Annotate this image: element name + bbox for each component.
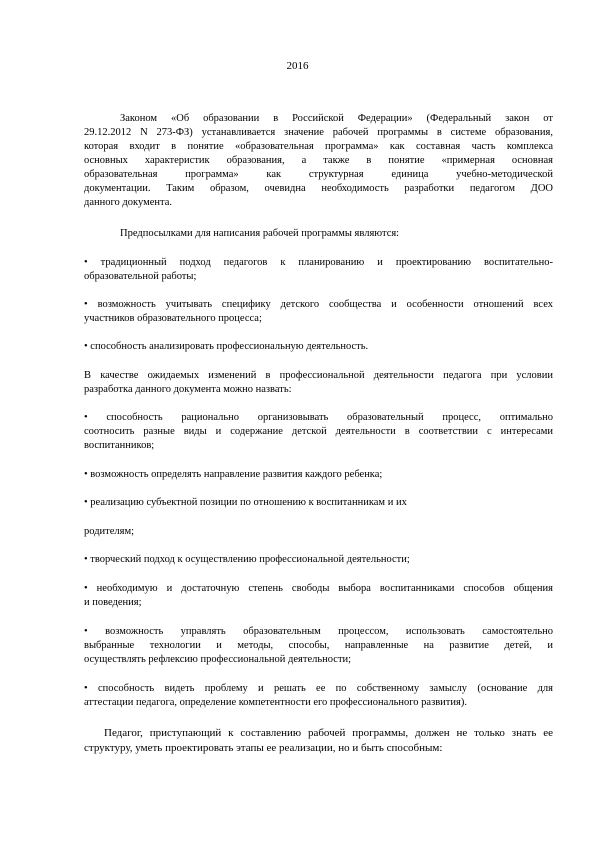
bullet-line: • способность рационально организовывать образовательный процесс, оптимально (84, 412, 553, 423)
paragraph-line: основных характеристик образования, а также в понятие «примерная основная (84, 155, 553, 166)
paragraph-line: данного документа. (84, 197, 172, 208)
paragraph-line: 29.12.2012 N 273-ФЗ) устанавливается значение рабочей программы в системе образования, (84, 127, 553, 138)
bullet-line: осуществлять рефлексию профессиональной деятельности; (84, 654, 352, 665)
bullet-line: • традиционный подход педагогов к планированию и проектированию воспитательно- (84, 257, 553, 268)
bullet-line: образовательной работы; (84, 271, 197, 282)
bullet-line: • реализацию субъектной позиции по отношению к воспитанникам и их (84, 497, 407, 508)
bullet-line: • возможность определять направление развития каждого ребенка; (84, 469, 383, 480)
paragraph-line: Предпосылками для написания рабочей программы являются: (120, 228, 400, 239)
bullet-line: • способность видеть проблему и решать ее по собственному замыслу (основание для (84, 683, 553, 694)
paragraph-line: Педагог, приступающий к составлению рабочей программы, должен не только знать ее (104, 727, 553, 739)
bullet-line: и поведения; (84, 597, 142, 608)
paragraph-line: образовательная программа» как структурная единица учебно-методической (84, 169, 553, 180)
bullet-line: • возможность управлять образовательным процессом, использовать самостоятельно (84, 626, 553, 637)
paragraph-line: которая входит в понятие «образовательная программа» как составная часть комплекса (84, 141, 553, 152)
bullet-line: соотносить разные виды и содержание детской деятельности в соответствии с интересами (84, 426, 553, 437)
bullet-line: аттестации педагога, определение компетентности его профессионального развития). (84, 697, 467, 708)
paragraph-line: Законом «Об образовании в Российской Федерации» (Федеральный закон от (120, 113, 553, 124)
paragraph-line: документации. Таким образом, очевидна необходимость разработки педагогом ДОО (84, 183, 553, 194)
bullet-line: участников образовательного процесса; (84, 313, 262, 324)
paragraph-line: родителям; (84, 526, 135, 537)
bullet-line: • возможность учитывать специфику детского сообщества и особенности отношений всех (84, 299, 553, 310)
bullet-line: воспитанников; (84, 440, 155, 451)
bullet-line: • творческий подход к осуществлению профессиональной деятельности; (84, 554, 410, 565)
bullet-line: • необходимую и достаточную степень свободы выбора воспитанниками способов общения (84, 583, 553, 594)
paragraph-line: структуру, уметь проектировать этапы ее реализации, но и быть способным: (84, 742, 443, 754)
bullet-line: • способность анализировать профессиональную деятельность. (84, 341, 369, 352)
bullet-line: выбранные технологии и методы, способы, направленные на развитие детей, и (84, 640, 553, 651)
document-year: 2016 (286, 60, 309, 72)
paragraph-line: В качестве ожидаемых изменений в профессиональной деятельности педагога при условии (84, 370, 553, 381)
paragraph-line: разработка данного документа можно назвать: (84, 384, 292, 395)
